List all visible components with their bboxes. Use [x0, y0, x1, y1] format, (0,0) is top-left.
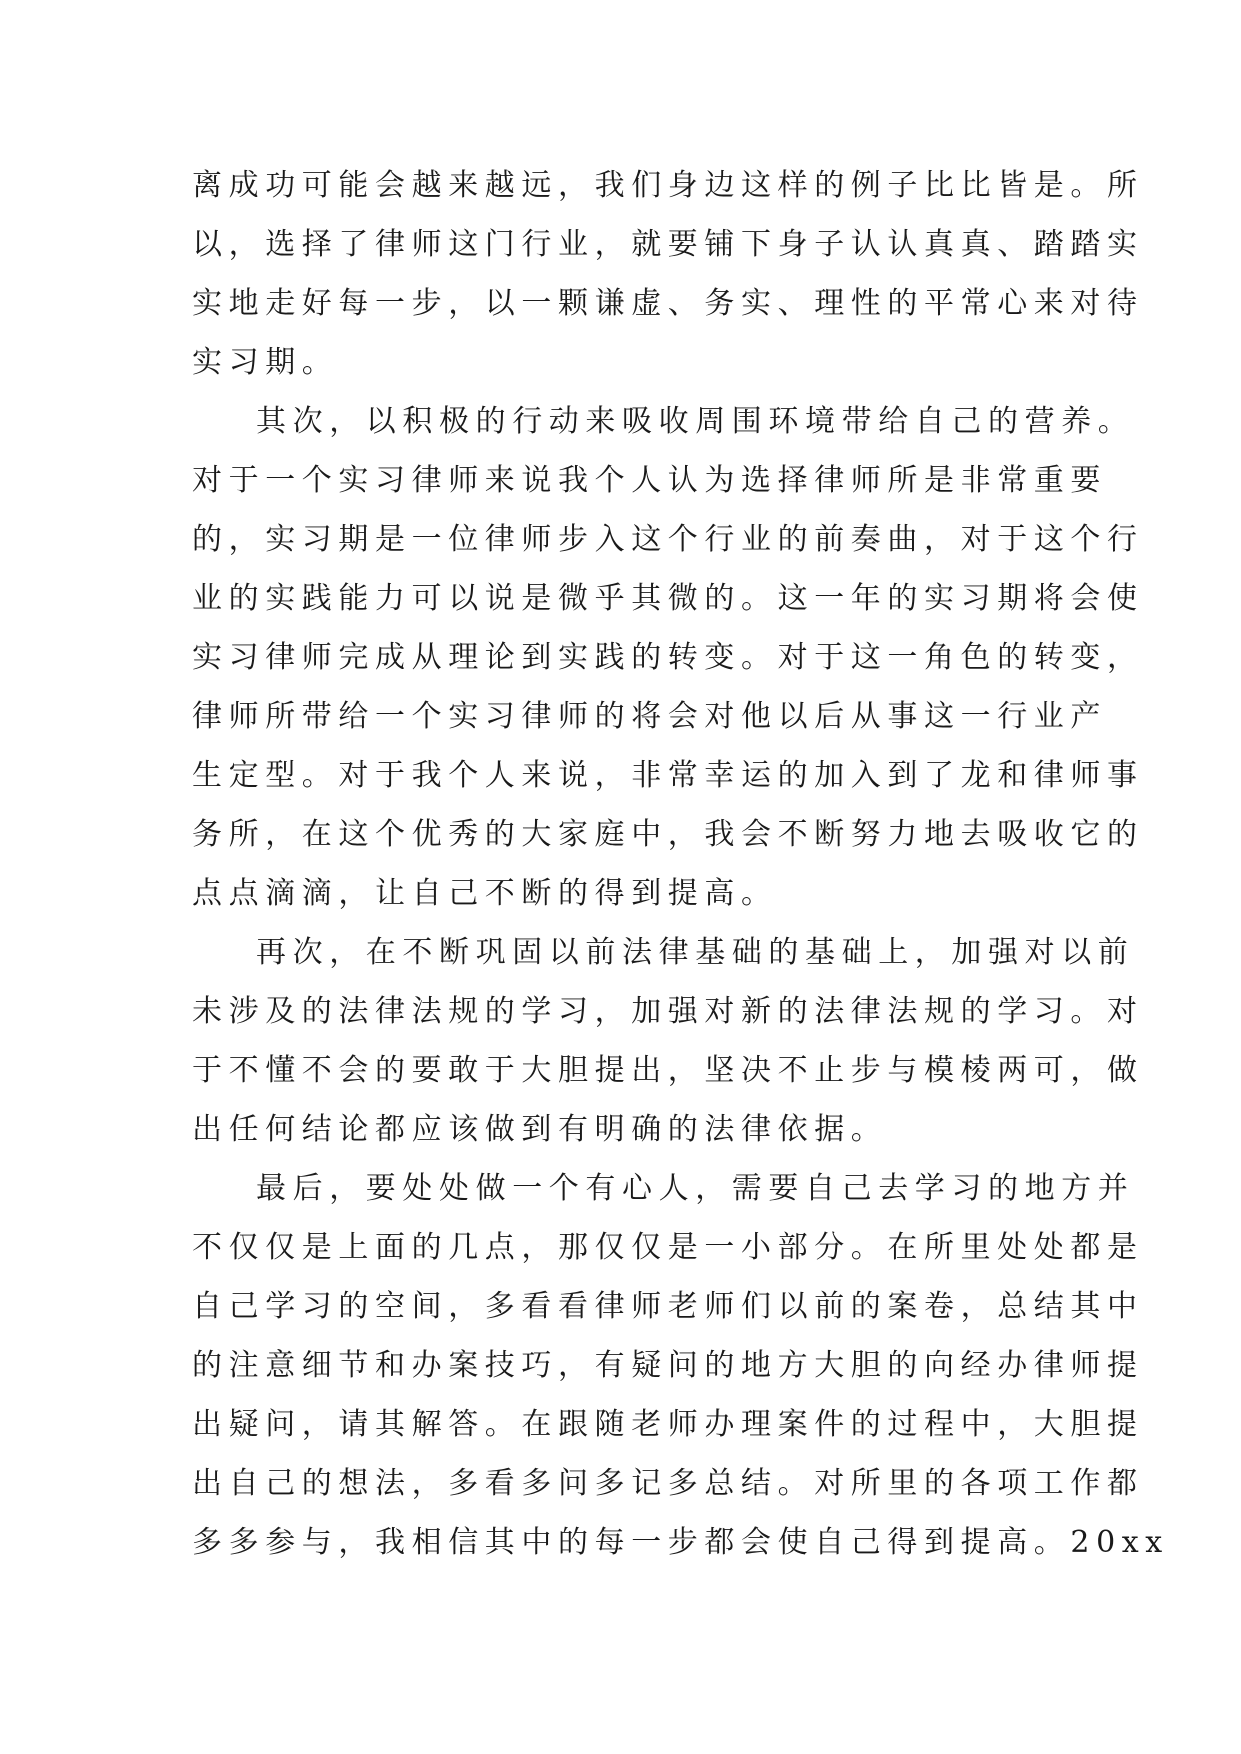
text-line: 生定型。对于我个人来说，非常幸运的加入到了龙和律师事 — [192, 758, 1144, 793]
text-line: 的注意细节和办案技巧，有疑问的地方大胆的向经办律师提 — [192, 1348, 1144, 1383]
text-line: 业的实践能力可以说是微乎其微的。这一年的实习期将会使 — [192, 581, 1144, 616]
body-text — [192, 156, 1169, 1572]
text-line: 多多参与，我相信其中的每一步都会使自己得到提高。20xx — [192, 1525, 1169, 1560]
text-line: 的，实习期是一位律师步入这个行业的前奏曲，对于这个行 — [192, 522, 1144, 557]
paragraph-first-line: 再次，在不断巩固以前法律基础的基础上，加强对以前 — [256, 935, 1135, 970]
text-line: 务所，在这个优秀的大家庭中，我会不断努力地去吸收它的 — [192, 817, 1144, 852]
text-line: 不仅仅是上面的几点，那仅仅是一小部分。在所里处处都是 — [192, 1230, 1144, 1265]
text-line: 于不懂不会的要敢于大胆提出，坚决不止步与模棱两可，做 — [192, 1053, 1144, 1088]
text-line: 实习期。 — [192, 345, 339, 380]
text-line: 离成功可能会越来越远，我们身边这样的例子比比皆是。所 — [192, 168, 1144, 203]
text-line: 出自己的想法，多看多问多记多总结。对所里的各项工作都 — [192, 1466, 1144, 1501]
text-line: 未涉及的法律法规的学习，加强对新的法律法规的学习。对 — [192, 994, 1144, 1029]
text-line: 实习律师完成从理论到实践的转变。对于这一角色的转变， — [192, 640, 1144, 675]
text-line: 出任何结论都应该做到有明确的法律依据。 — [192, 1112, 888, 1147]
text-line: 出疑问，请其解答。在跟随老师办理案件的过程中，大胆提 — [192, 1407, 1144, 1442]
paragraph-first-line: 最后，要处处做一个有心人，需要自己去学习的地方并 — [256, 1171, 1135, 1206]
text-line: 律师所带给一个实习律师的将会对他以后从事这一行业产 — [192, 699, 1107, 734]
paragraph-first-line: 其次，以积极的行动来吸收周围环境带给自己的营养。 — [256, 404, 1135, 439]
text-line: 实地走好每一步，以一颗谦虚、务实、理性的平常心来对待 — [192, 286, 1144, 321]
text-line: 以，选择了律师这门行业，就要铺下身子认认真真、踏踏实 — [192, 227, 1144, 262]
text-line: 点点滴滴，让自己不断的得到提高。 — [192, 876, 778, 911]
text-line: 对于一个实习律师来说我个人认为选择律师所是非常重要 — [192, 463, 1107, 498]
text-line: 自己学习的空间，多看看律师老师们以前的案卷，总结其中 — [192, 1289, 1144, 1324]
